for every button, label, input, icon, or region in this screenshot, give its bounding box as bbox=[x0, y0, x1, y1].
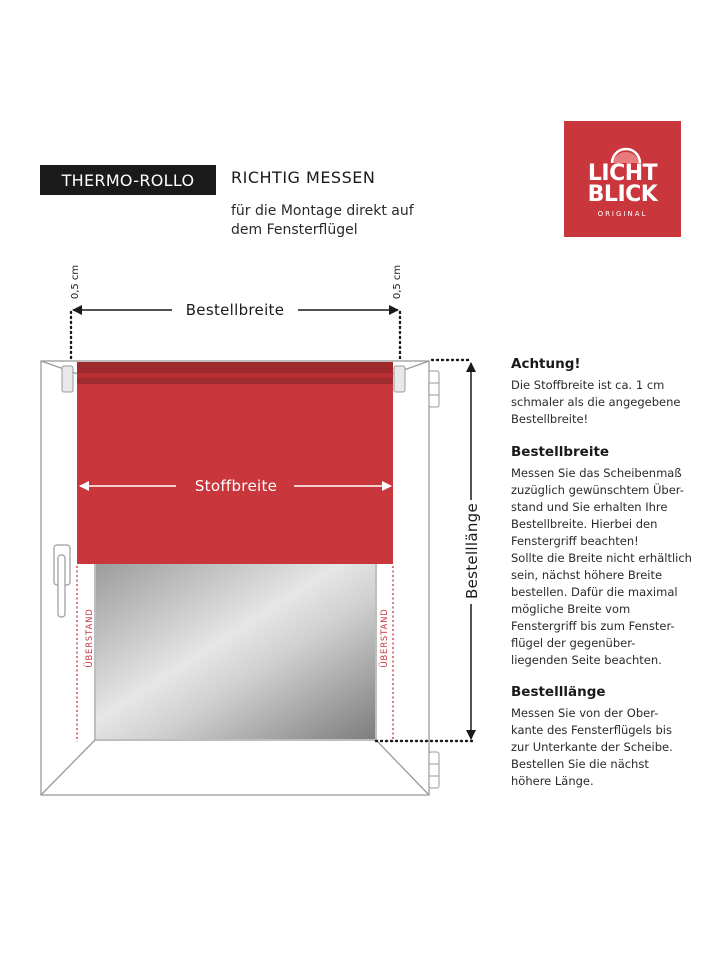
roller-blind-fabric bbox=[77, 362, 393, 564]
text-line: Fenstergriff bis zum Fenster- bbox=[511, 619, 675, 633]
logo-text-line2: BLICK bbox=[587, 182, 658, 207]
text-line: Messen Sie das Scheibenmaß bbox=[511, 466, 682, 480]
overhang-label-right: ÜBERSTAND bbox=[380, 608, 390, 668]
order-length-text bbox=[511, 705, 711, 790]
text-line: bestellen. Dafür die maximal bbox=[511, 585, 678, 599]
text-line: schmaler als die angegebene bbox=[511, 395, 681, 409]
text-line: Messen Sie von der Ober- bbox=[511, 706, 659, 720]
text-line: mögliche Breite vom bbox=[511, 602, 631, 616]
text-line: Sollte die Breite nicht erhältlich bbox=[511, 551, 692, 565]
text-line: stand und Sie erhalten Ihre bbox=[511, 500, 668, 514]
text-line: sein, nächst höhere Breite bbox=[511, 568, 663, 582]
order-width-label: Bestellbreite bbox=[185, 301, 285, 319]
order-width-title: Bestellbreite bbox=[511, 444, 610, 460]
text-line: Fenstergriff beachten! bbox=[511, 534, 639, 548]
text-line: Bestellbreite! bbox=[511, 412, 589, 426]
attention-block bbox=[511, 355, 711, 428]
text-line: kante des Fensterflügels bis bbox=[511, 723, 672, 737]
logo-text-line1: LICHT bbox=[587, 161, 658, 186]
text-line: liegenden Seite beachten. bbox=[511, 653, 662, 667]
subtitle-line: dem Fensterflügel bbox=[231, 222, 358, 238]
hinge-icon bbox=[429, 371, 439, 788]
attention-title: Achtung! bbox=[511, 356, 581, 372]
overhang-label-left: ÜBERSTAND bbox=[85, 608, 95, 668]
text-line: Die Stoffbreite ist ca. 1 cm bbox=[511, 378, 665, 392]
product-badge: THERMO-ROLLO bbox=[40, 165, 216, 195]
gap-label-left: 0,5 cm bbox=[70, 264, 81, 300]
text-line: zur Unterkante der Scheibe. bbox=[511, 740, 673, 754]
subtitle-line: für die Montage direkt auf bbox=[231, 203, 414, 219]
fabric-width-label: Stoffbreite bbox=[194, 477, 278, 495]
text-line: höhere Länge. bbox=[511, 774, 594, 788]
window-glass bbox=[96, 560, 375, 739]
page-title: RICHTIG MESSEN bbox=[231, 168, 376, 187]
text-line: zuzüglich gewünschtem Über- bbox=[511, 483, 684, 497]
gap-label-right: 0,5 cm bbox=[392, 264, 403, 300]
text-line: Bestellbreite. Hierbei den bbox=[511, 517, 658, 531]
text-line: flügel der gegenüber- bbox=[511, 636, 636, 650]
text-line: Bestellen Sie die nächst bbox=[511, 757, 649, 771]
order-length-block bbox=[511, 683, 711, 790]
order-width-block bbox=[511, 443, 711, 669]
info-column bbox=[511, 355, 711, 804]
attention-text bbox=[511, 377, 711, 428]
order-width-text bbox=[511, 465, 711, 669]
order-length-title: Bestelllänge bbox=[511, 684, 606, 700]
logo-subtext: ORIGINAL bbox=[597, 210, 648, 218]
order-length-label: Bestelllänge bbox=[463, 503, 481, 599]
